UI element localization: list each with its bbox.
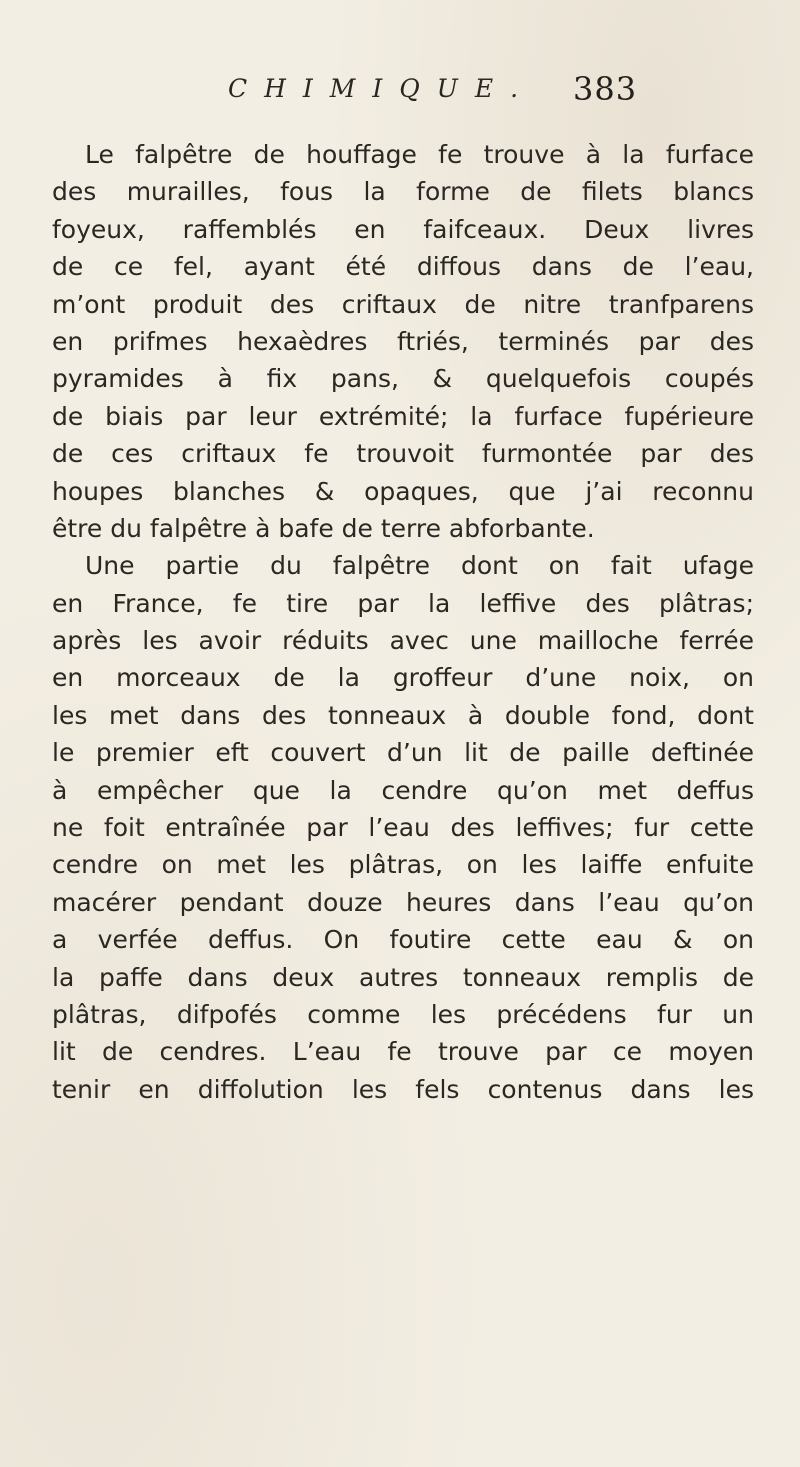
text-line: tenir en diffolution les fels contenus dans les [52,1074,754,1104]
running-head-title: CHIMIQUE. [228,74,536,103]
body-text [52,136,754,1108]
text-line: la paffe dans deux autres tonneaux remplis de [52,962,754,992]
text-line: m’ont produit des criftaux de nitre tranfparens [52,289,754,319]
page-number: 383 [573,70,638,108]
text-line: cendre on met les plâtras, on les laiffe enfuite [52,850,754,880]
text-line: houpes blanches & opaques, que j’ai reconnu [52,476,754,506]
text-line: pyramides à fix pans, & quelquefois coupés [52,364,754,394]
text-line: de ce fel, ayant été diffous dans de l’eau, [52,252,754,282]
text-line: des murailles, fous la forme de filets blancs [52,177,754,207]
text-line: ne foit entraînée par l’eau des leffives; fur cette [52,813,754,843]
text-line: être du falpêtre à bafe de terre abforbante. [52,513,595,543]
running-head [228,70,748,116]
text-line: à empêcher que la cendre qu’on met deffus [52,775,754,805]
text-line: a verfée deffus. On foutire cette eau & on [52,925,754,955]
text-line: en France, fe tire par la leffive des plâtras; [52,588,754,618]
text-line: en morceaux de la groffeur d’une noix, on [52,663,754,693]
text-line: de ces criftaux fe trouvoit furmontée par des [52,439,754,469]
text-line: macérer pendant douze heures dans l’eau qu’on [52,887,754,917]
text-line: le premier eft couvert d’un lit de paille deftinée [52,738,754,768]
text-line: Le falpêtre de houffage fe trouve à la furface [85,140,754,169]
text-line: Une partie du falpêtre dont on fait ufage [85,551,754,581]
text-line: lit de cendres. L’eau fe trouve par ce moyen [52,1037,754,1067]
text-line: après les avoir réduits avec une mailloche ferrée [52,626,754,656]
text-line: les met dans des tonneaux à double fond, dont [52,700,754,730]
text-line: foyeux, raffemblés en faifceaux. Deux livres [52,214,754,244]
text-line: en prifmes hexaèdres ftriés, terminés par des [52,326,754,356]
text-line: de biais par leur extrémité; la furface fupérieure [52,401,754,431]
text-line: plâtras, difpofés comme les précédens fur un [52,999,754,1029]
